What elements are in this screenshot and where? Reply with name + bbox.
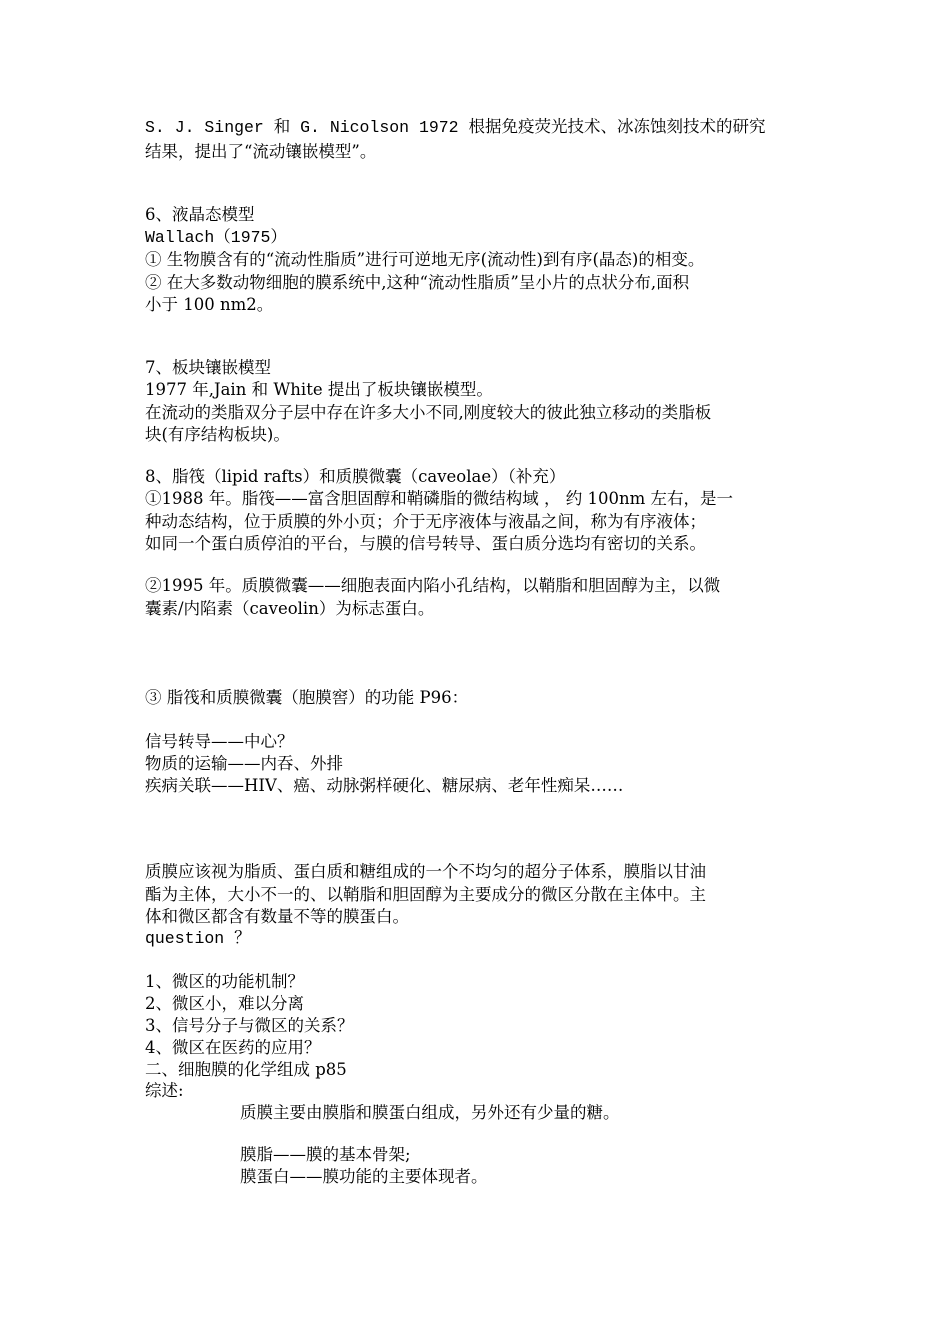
text-line: 膜脂——膜的基本骨架; (240, 1145, 411, 1164)
text-line: ①1988 年。脂筏——富含胆固醇和鞘磷脂的微结构域 ， 约 100nm 左右，是一 (145, 489, 733, 508)
text-line: 种动态结构，位于质膜的外小页；介于无序液体与液晶之间，称为有序液体； (145, 512, 706, 531)
list-item: 物质的运输——内吞、外排 (145, 754, 343, 773)
text-line: 在流动的类脂双分子层中存在许多大小不同,刚度较大的彼此独立移动的类脂板 (145, 403, 712, 422)
list-item: 3、信号分子与微区的关系？ (145, 1016, 354, 1035)
text-line: 质膜主要由膜脂和膜蛋白组成，另外还有少量的糖。 (240, 1103, 620, 1122)
text-line: S. J. Singer 和 G. Nicolson 1972 根据免疫荧光技术、冰冻蚀刻技术的研究 (145, 118, 766, 137)
overview-label: 综述: (145, 1081, 184, 1100)
text-line: 小于 100 nm2。 (145, 295, 274, 314)
text-line: 如同一个蛋白质停泊的平台，与膜的信号转导、蛋白质分选均有密切的关系。 (145, 534, 706, 553)
text-line: 1977 年,Jain 和 White 提出了板块镶嵌模型。 (145, 380, 493, 399)
section-heading: 7、板块镶嵌模型 (145, 358, 271, 377)
list-item: 信号转导——中心？ (145, 732, 294, 751)
text-line: 膜蛋白——膜功能的主要体现者。 (240, 1167, 488, 1186)
subsection-heading: ③ 脂筏和质膜微囊（胞膜窖）的功能 P96： (145, 688, 469, 707)
text-line: 体和微区都含有数量不等的膜蛋白。 (145, 907, 409, 926)
list-item: 疾病关联——HIV、癌、动脉粥样硬化、糖尿病、老年性痴呆…… (145, 776, 624, 795)
list-item: 1、微区的功能机制？ (145, 972, 304, 991)
text-line: Wallach（1975） (145, 228, 287, 247)
text-line: 酯为主体，大小不一的、以鞘脂和胆固醇为主要成分的微区分散在主体中。主 (145, 885, 706, 904)
section-heading: 6、液晶态模型 (145, 205, 255, 224)
list-item: 2、微区小，难以分离 (145, 994, 304, 1013)
text-line: 质膜应该视为脂质、蛋白质和糖组成的一个不均匀的超分子体系，膜脂以甘油 (145, 862, 706, 881)
text-line: ① 生物膜含有的“流动性脂质”进行可逆地无序(流动性)到有序(晶态)的相变。 (145, 250, 705, 269)
text-line: ② 在大多数动物细胞的膜系统中,这种“流动性脂质”呈小片的点状分布,面积 (145, 273, 690, 292)
text-line: 囊素/内陷素（caveolin）为标志蛋白。 (145, 599, 435, 618)
list-item: 4、微区在医药的应用？ (145, 1038, 321, 1057)
text-line: 结果，提出了“流动镶嵌模型”。 (145, 142, 377, 161)
text-line: 块(有序结构板块)。 (145, 425, 290, 444)
section-heading: 8、脂筏（lipid rafts）和质膜微囊（caveolae）（补充） (145, 467, 566, 486)
question-label: question ？ (145, 929, 251, 948)
text-line: ②1995 年。质膜微囊——细胞表面内陷小孔结构，以鞘脂和胆固醇为主，以微 (145, 576, 721, 595)
chapter-heading: 二、细胞膜的化学组成 p85 (145, 1060, 347, 1079)
